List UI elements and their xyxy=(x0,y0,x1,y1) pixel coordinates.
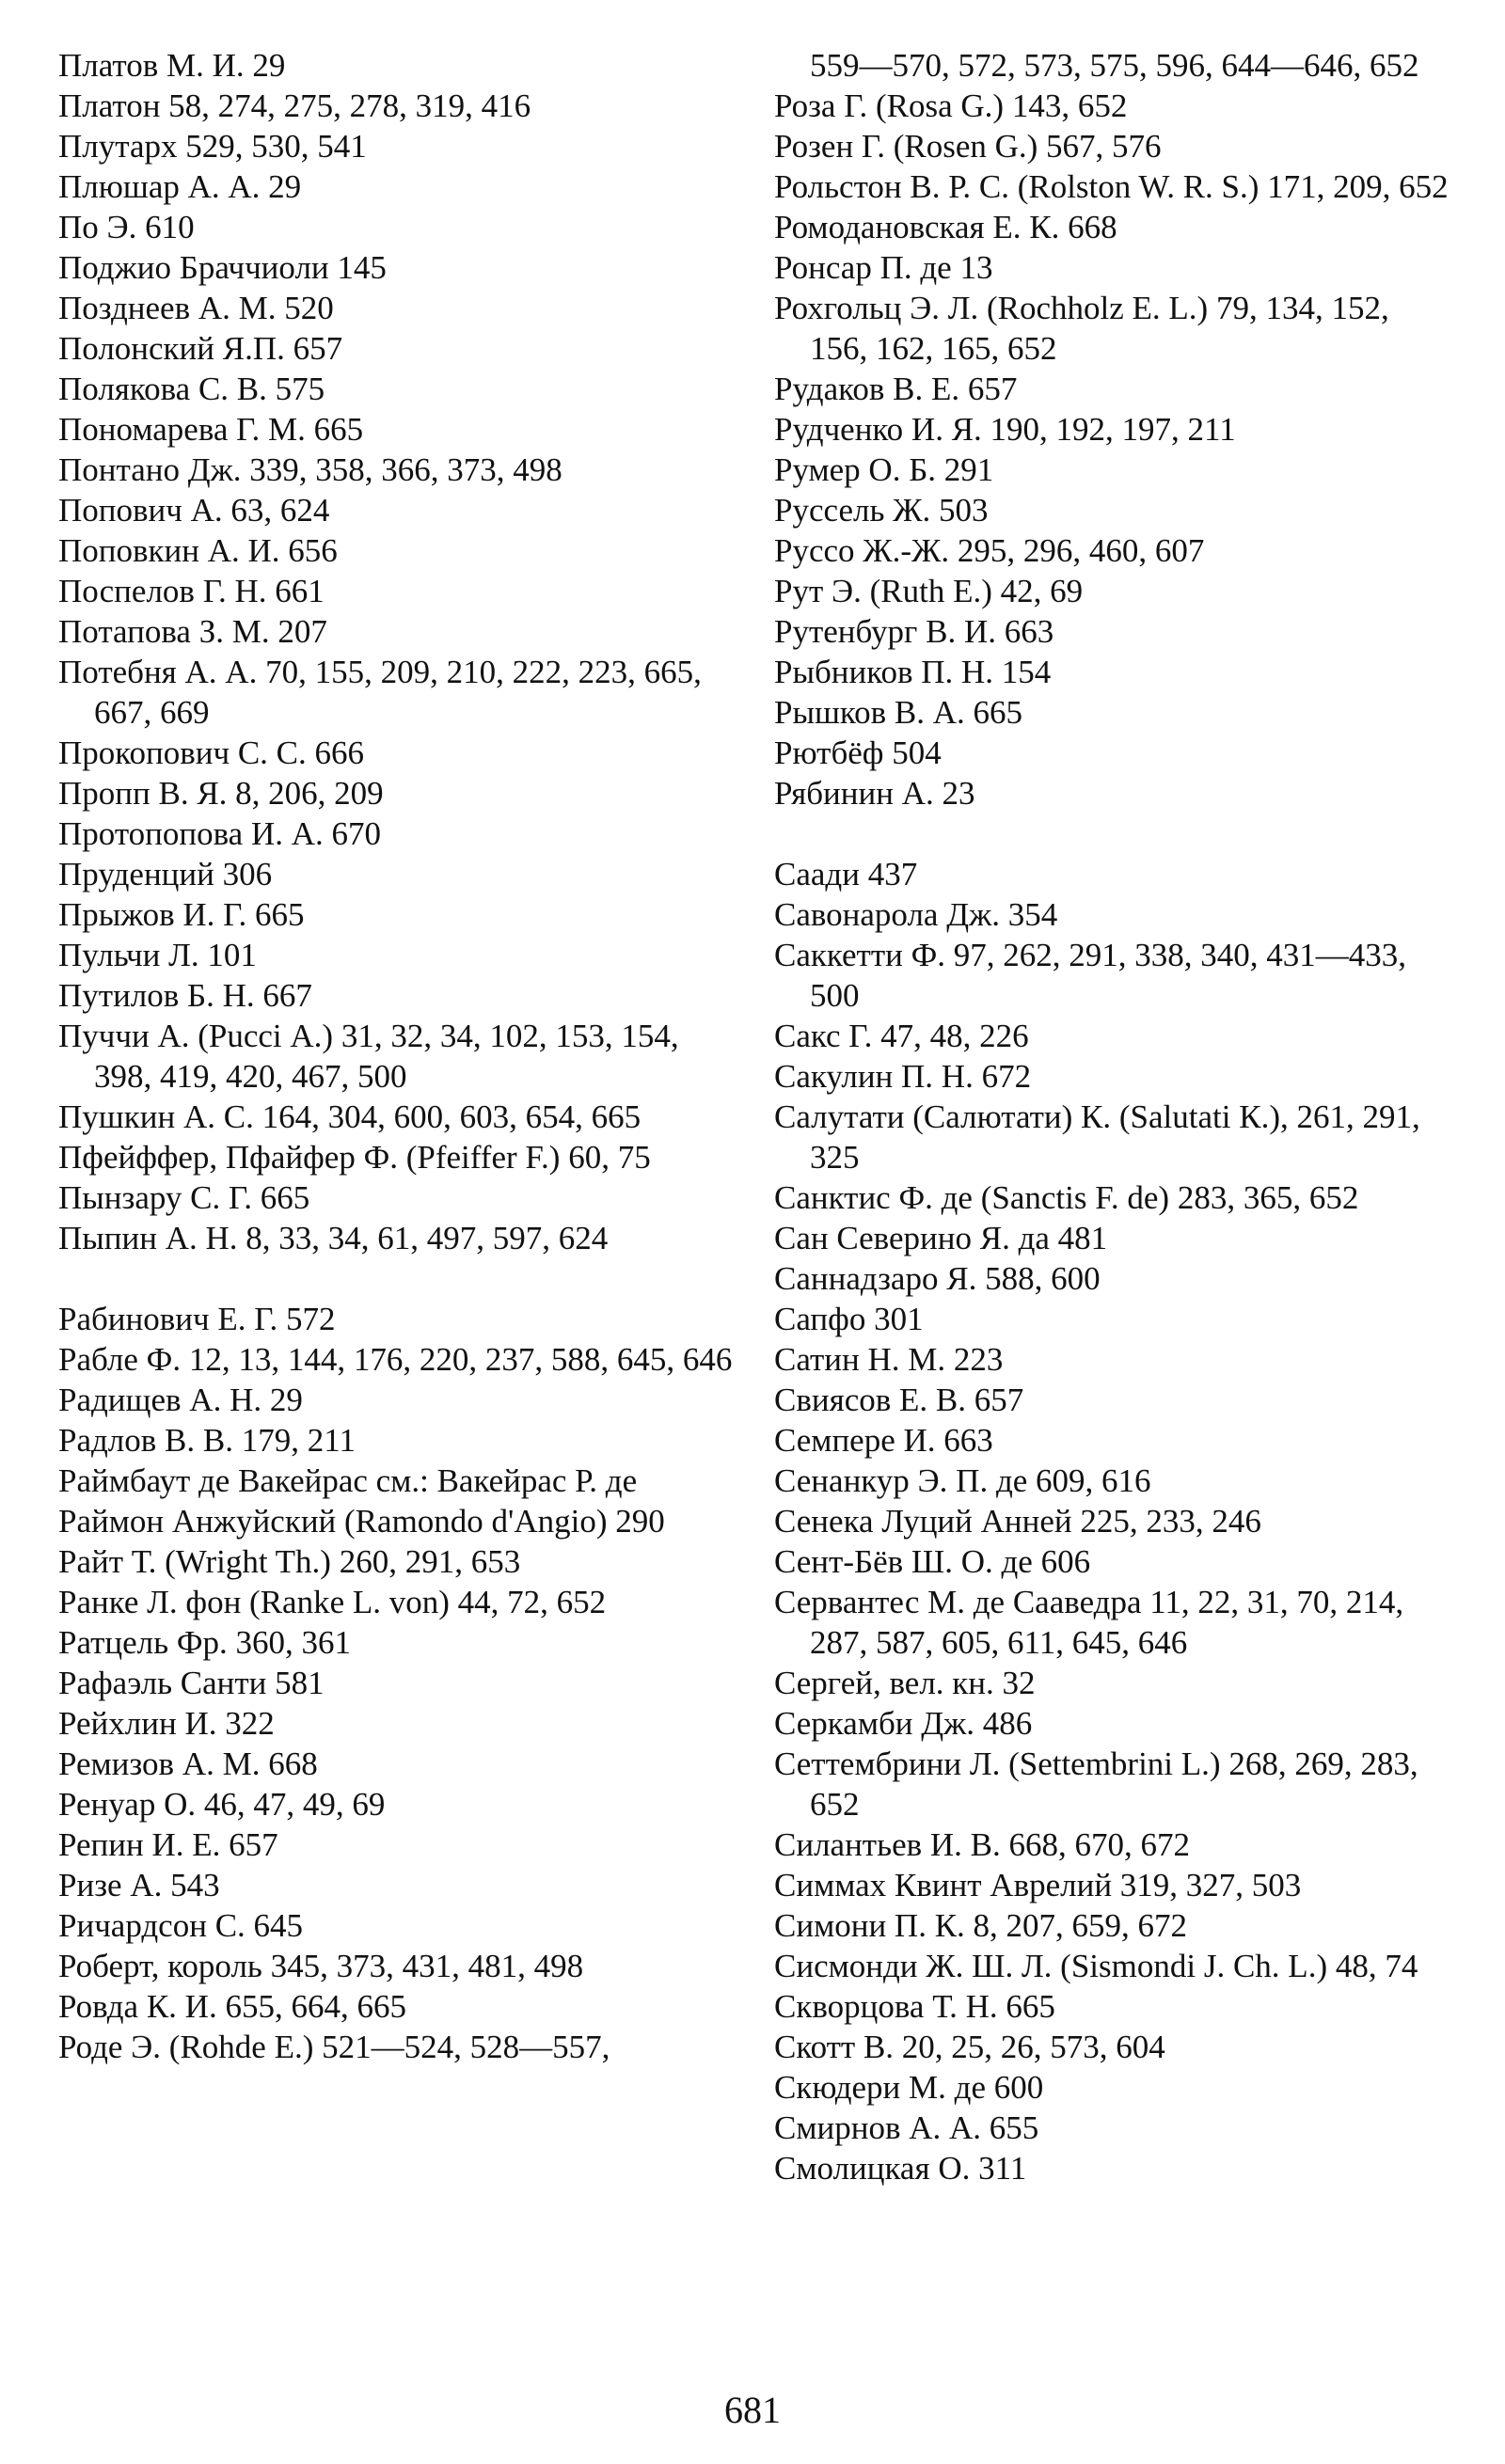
letter-group-gap xyxy=(58,1258,736,1299)
index-entry: Ренуар О. 46, 47, 49, 69 xyxy=(58,1786,386,1823)
index-entry: Сапфо 301 xyxy=(774,1301,924,1337)
index-column-left xyxy=(58,45,736,2067)
index-entry: Поповкин А. И. 656 xyxy=(58,532,338,569)
index-entry: Савонарола Дж. 354 xyxy=(774,896,1058,933)
index-entry: Ратцель Фр. 360, 361 xyxy=(58,1624,351,1661)
index-entry: Скворцова Т. Н. 665 xyxy=(774,1988,1055,2025)
index-entry: Пынзару С. Г. 665 xyxy=(58,1179,310,1216)
index-entry: Серкамби Дж. 486 xyxy=(774,1705,1033,1742)
index-entry: Сент-Бёв Ш. О. де 606 xyxy=(774,1543,1091,1580)
index-entry: Рабинович Е. Г. 572 xyxy=(58,1301,336,1337)
index-entry: Платов М. И. 29 xyxy=(58,47,286,84)
index-entry: Скотт В. 20, 25, 26, 573, 604 xyxy=(774,2029,1165,2065)
page-number: 681 xyxy=(724,2389,781,2431)
index-entry: Пропп В. Я. 8, 206, 209 xyxy=(58,775,384,812)
index-entry: Ремизов А. М. 668 xyxy=(58,1745,318,1782)
index-entry: Радищев А. Н. 29 xyxy=(58,1382,303,1418)
index-entry: Саади 437 xyxy=(774,856,918,892)
index-entry: Сергей, вел. кн. 32 xyxy=(774,1665,1036,1701)
index-entry: Рышков В. А. 665 xyxy=(774,694,1023,731)
index-entry: Сенанкур Э. П. де 609, 616 xyxy=(774,1462,1151,1499)
index-entry: Полякова С. В. 575 xyxy=(58,371,325,407)
index-entry: Позднеев А. М. 520 xyxy=(58,290,334,326)
index-entry: Ровда К. И. 655, 664, 665 xyxy=(58,1988,406,2025)
index-entry: Рыбников П. Н. 154 xyxy=(774,654,1052,690)
index-entry: Руссель Ж. 503 xyxy=(774,492,989,529)
index-entry: Салутати (Салютати) К. (Salutati К.), 261, 291, 325 xyxy=(774,1098,1420,1176)
index-entry: Рольстон В. Р. С. (Rolston W. R. S.) 171, 209, 652 xyxy=(774,168,1449,205)
index-entry: Сакс Г. 47, 48, 226 xyxy=(774,1018,1029,1054)
index-entry: Пономарева Г. М. 665 xyxy=(58,411,364,448)
index-entry: Роза Г. (Rosa G.) 143, 652 xyxy=(774,87,1128,124)
index-entry: Смолицкая О. 311 xyxy=(774,2150,1027,2187)
index-entry: Рудченко И. Я. 190, 192, 197, 211 xyxy=(774,411,1236,448)
index-entry: Раймон Анжуйский (Ramondo d'Angio) 290 xyxy=(58,1503,665,1540)
index-entry: Рафаэль Санти 581 xyxy=(58,1665,325,1701)
index-entry: Рютбёф 504 xyxy=(774,734,942,771)
index-entry: Рутенбург В. И. 663 xyxy=(774,613,1054,650)
index-entry: Румер О. Б. 291 xyxy=(774,451,994,488)
index-entry: Ризе А. 543 xyxy=(58,1867,220,1903)
index-entry: Руссо Ж.-Ж. 295, 296, 460, 607 xyxy=(774,532,1205,569)
index-column-right xyxy=(774,45,1451,2188)
letter-group-gap xyxy=(774,813,1451,854)
index-entry: Рохгольц Э. Л. (Rochholz Е. L.) 79, 134, 152, 156, 162, 165, 652 xyxy=(774,290,1389,367)
index-entry: Ронсар П. де 13 xyxy=(774,249,993,286)
index-entry: Роберт, король 345, 373, 431, 481, 498 xyxy=(58,1948,584,1984)
index-entry: Рабле Ф. 12, 13, 144, 176, 220, 237, 588, 645, 646 xyxy=(58,1341,733,1378)
index-entry: Сатин Н. М. 223 xyxy=(774,1341,1004,1378)
index-entry: Попович А. 63, 624 xyxy=(58,492,330,529)
index-entry: Сисмонди Ж. Ш. Л. (Sismondi J. Ch. L.) 48, 74 xyxy=(774,1948,1418,1984)
index-entry: Смирнов А. А. 655 xyxy=(774,2109,1039,2146)
index-entry: Радлов В. В. 179, 211 xyxy=(58,1422,356,1459)
index-entry: Сервантес М. де Сааведра 11, 22, 31, 70, 214, 287, 587, 605, 611, 645, 646 xyxy=(774,1584,1404,1661)
index-entry: Сеттембрини Л. (Settembrini L.) 268, 269, 283, 652 xyxy=(774,1745,1418,1823)
index-entry: Платон 58, 274, 275, 278, 319, 416 xyxy=(58,87,531,124)
index-entry: Роде Э. (Rohde Е.) 521—524, 528—557, xyxy=(58,2029,610,2065)
index-entry: Санктис Ф. де (Sanctis F. de) 283, 365, 652 xyxy=(774,1179,1359,1216)
index-entry: Семпере И. 663 xyxy=(774,1422,993,1459)
index-entry: Сакулин П. Н. 672 xyxy=(774,1058,1032,1095)
index-entry: Плюшар А. А. 29 xyxy=(58,168,302,205)
index-entry: Скюдери М. де 600 xyxy=(774,2069,1044,2106)
index-entry: Ранке Л. фон (Ranke L. von) 44, 72, 652 xyxy=(58,1584,607,1620)
index-entry: Симони П. К. 8, 207, 659, 672 xyxy=(774,1907,1188,1944)
index-entry: Сенека Луций Анней 225, 233, 246 xyxy=(774,1503,1261,1540)
index-entry: Путилов Б. Н. 667 xyxy=(58,977,312,1014)
index-entry: Саннадзаро Я. 588, 600 xyxy=(774,1260,1101,1297)
index-entry: Пуччи А. (Pucci А.) 31, 32, 34, 102, 153, 154, 398, 419, 420, 467, 500 xyxy=(58,1018,679,1095)
index-entry: Ромодановская Е. К. 668 xyxy=(774,209,1117,245)
index-entry: Пульчи Л. 101 xyxy=(58,937,257,973)
index-entry: Раймбаут де Вакейрас см.: Вакейрас Р. де xyxy=(58,1462,638,1499)
index-entry: Райт Т. (Wright Th.) 260, 291, 653 xyxy=(58,1543,521,1580)
index-entry: Розен Г. (Rosen G.) 567, 576 xyxy=(774,128,1162,165)
index-entry: Прыжов И. Г. 665 xyxy=(58,896,305,933)
index-entry: Протопопова И. А. 670 xyxy=(58,815,382,852)
index-entry: Рейхлин И. 322 xyxy=(58,1705,275,1742)
index-entry: Понтано Дж. 339, 358, 366, 373, 498 xyxy=(58,451,562,488)
index-entry: Пушкин А. С. 164, 304, 600, 603, 654, 665 xyxy=(58,1098,642,1135)
index-entry: Прокопович С. С. 666 xyxy=(58,734,365,771)
index-entry: Репин И. Е. 657 xyxy=(58,1826,278,1863)
index-entry: Поспелов Г. Н. 661 xyxy=(58,573,325,609)
index-entry: По Э. 610 xyxy=(58,209,195,245)
index-entry: Плутарх 529, 530, 541 xyxy=(58,128,367,165)
index-entry: Сан Северино Я. да 481 xyxy=(774,1220,1108,1256)
index-entry: Саккетти Ф. 97, 262, 291, 338, 340, 431—433, 500 xyxy=(774,937,1407,1014)
index-entry: Рут Э. (Ruth Е.) 42, 69 xyxy=(774,573,1084,609)
index-entry: Рябинин А. 23 xyxy=(774,775,975,812)
index-entry: Рудаков В. Е. 657 xyxy=(774,371,1018,407)
index-entry: Свиясов Е. В. 657 xyxy=(774,1382,1024,1418)
index-entry: Пруденций 306 xyxy=(58,856,273,892)
index-entry: Поджио Браччиоли 145 xyxy=(58,249,387,286)
index-entry: Потапова З. М. 207 xyxy=(58,613,327,650)
index-entry: Потебня А. А. 70, 155, 209, 210, 222, 223, 665, 667, 669 xyxy=(58,654,702,731)
index-entry: Симмах Квинт Аврелий 319, 327, 503 xyxy=(774,1867,1302,1903)
index-entry: Силантьев И. В. 668, 670, 672 xyxy=(774,1826,1190,1863)
index-entry: Полонский Я.П. 657 xyxy=(58,330,343,367)
index-entry: 559—570, 572, 573, 575, 596, 644—646, 652 xyxy=(810,47,1419,84)
index-entry: Пфейффер, Пфайфер Ф. (Pfeiffer F.) 60, 75 xyxy=(58,1139,651,1176)
index-entry: Ричардсон С. 645 xyxy=(58,1907,304,1944)
index-entry: Пыпин А. Н. 8, 33, 34, 61, 497, 597, 624 xyxy=(58,1220,609,1256)
